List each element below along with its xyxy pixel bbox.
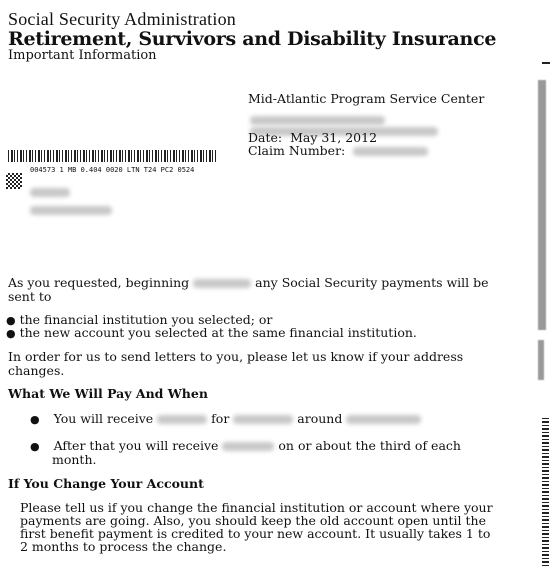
bullet-icon: ● bbox=[6, 314, 16, 327]
pay-heading: What We Will Pay And When bbox=[8, 386, 208, 401]
bullet-text-1: the financial institution you selected; or bbox=[19, 312, 273, 327]
office-name: Mid-Atlantic Program Service Center bbox=[248, 91, 485, 106]
bullet-item-2 bbox=[6, 325, 417, 340]
redacted-recipient-name bbox=[30, 182, 70, 201]
claim-line bbox=[248, 143, 428, 158]
pay-item-2 bbox=[30, 438, 461, 453]
edge-code-mid bbox=[538, 340, 550, 380]
date-value: May 31, 2012 bbox=[290, 130, 378, 145]
bullet-icon: ● bbox=[30, 440, 40, 453]
postal-barcode bbox=[8, 150, 216, 162]
pay-item-2-line-2: month. bbox=[52, 452, 97, 467]
redacted-amount-2 bbox=[222, 442, 274, 451]
pay-item-1-text-c: around bbox=[297, 411, 343, 426]
agency-name: Social Security Administration bbox=[8, 9, 236, 29]
intro-line-2: sent to bbox=[8, 289, 52, 304]
pay-item-1 bbox=[30, 411, 421, 426]
qr-icon bbox=[6, 173, 22, 189]
letters-line-2: changes. bbox=[8, 363, 65, 378]
pay-item-2-text-a: After that you will receive bbox=[53, 438, 219, 453]
intro-text-a: As you requested, beginning bbox=[8, 275, 190, 290]
pay-item-1-text-b: for bbox=[211, 411, 230, 426]
date-label: Date: bbox=[248, 130, 283, 145]
change-line-1: Please tell us if you change the financial institution or account where your bbox=[20, 500, 493, 515]
redacted-recipient-address bbox=[30, 200, 112, 219]
important-info-label: Important Information bbox=[8, 48, 157, 63]
redacted-amount-1 bbox=[157, 415, 207, 424]
barcode-code: 004573 1 MB 0.404 0020 LTN T24 PC2 0524 bbox=[30, 166, 195, 174]
claim-label: Claim Number: bbox=[248, 143, 346, 158]
change-heading: If You Change Your Account bbox=[8, 476, 204, 491]
bullet-icon: ● bbox=[6, 327, 16, 340]
bullet-text-2: the new account you selected at the same financial institution. bbox=[19, 325, 417, 340]
pay-item-2-text-b: on or about the third of each bbox=[278, 438, 461, 453]
edge-tracking-code bbox=[538, 40, 550, 330]
redacted-claim-number bbox=[353, 147, 428, 156]
change-line-2: payments are going. Also, you should keep the old account open until the bbox=[20, 513, 486, 528]
intro-line-1 bbox=[8, 275, 489, 290]
redacted-month-1 bbox=[233, 415, 293, 424]
program-title: Retirement, Survivors and Disability Insurance bbox=[8, 28, 497, 50]
change-line-4: 2 months to process the change. bbox=[20, 539, 227, 554]
intro-text-b: any Social Security payments will be bbox=[255, 275, 489, 290]
redacted-start-month bbox=[193, 279, 251, 288]
edge-barcode bbox=[542, 418, 549, 566]
change-line-3: first benefit payment is credited to your new account. It usually takes 1 to bbox=[20, 526, 491, 541]
bullet-icon: ● bbox=[30, 413, 40, 426]
redacted-date-1 bbox=[346, 415, 421, 424]
letters-line-1: In order for us to send letters to you, please let us know if your address bbox=[8, 349, 464, 364]
pay-item-1-text-a: You will receive bbox=[53, 411, 154, 426]
